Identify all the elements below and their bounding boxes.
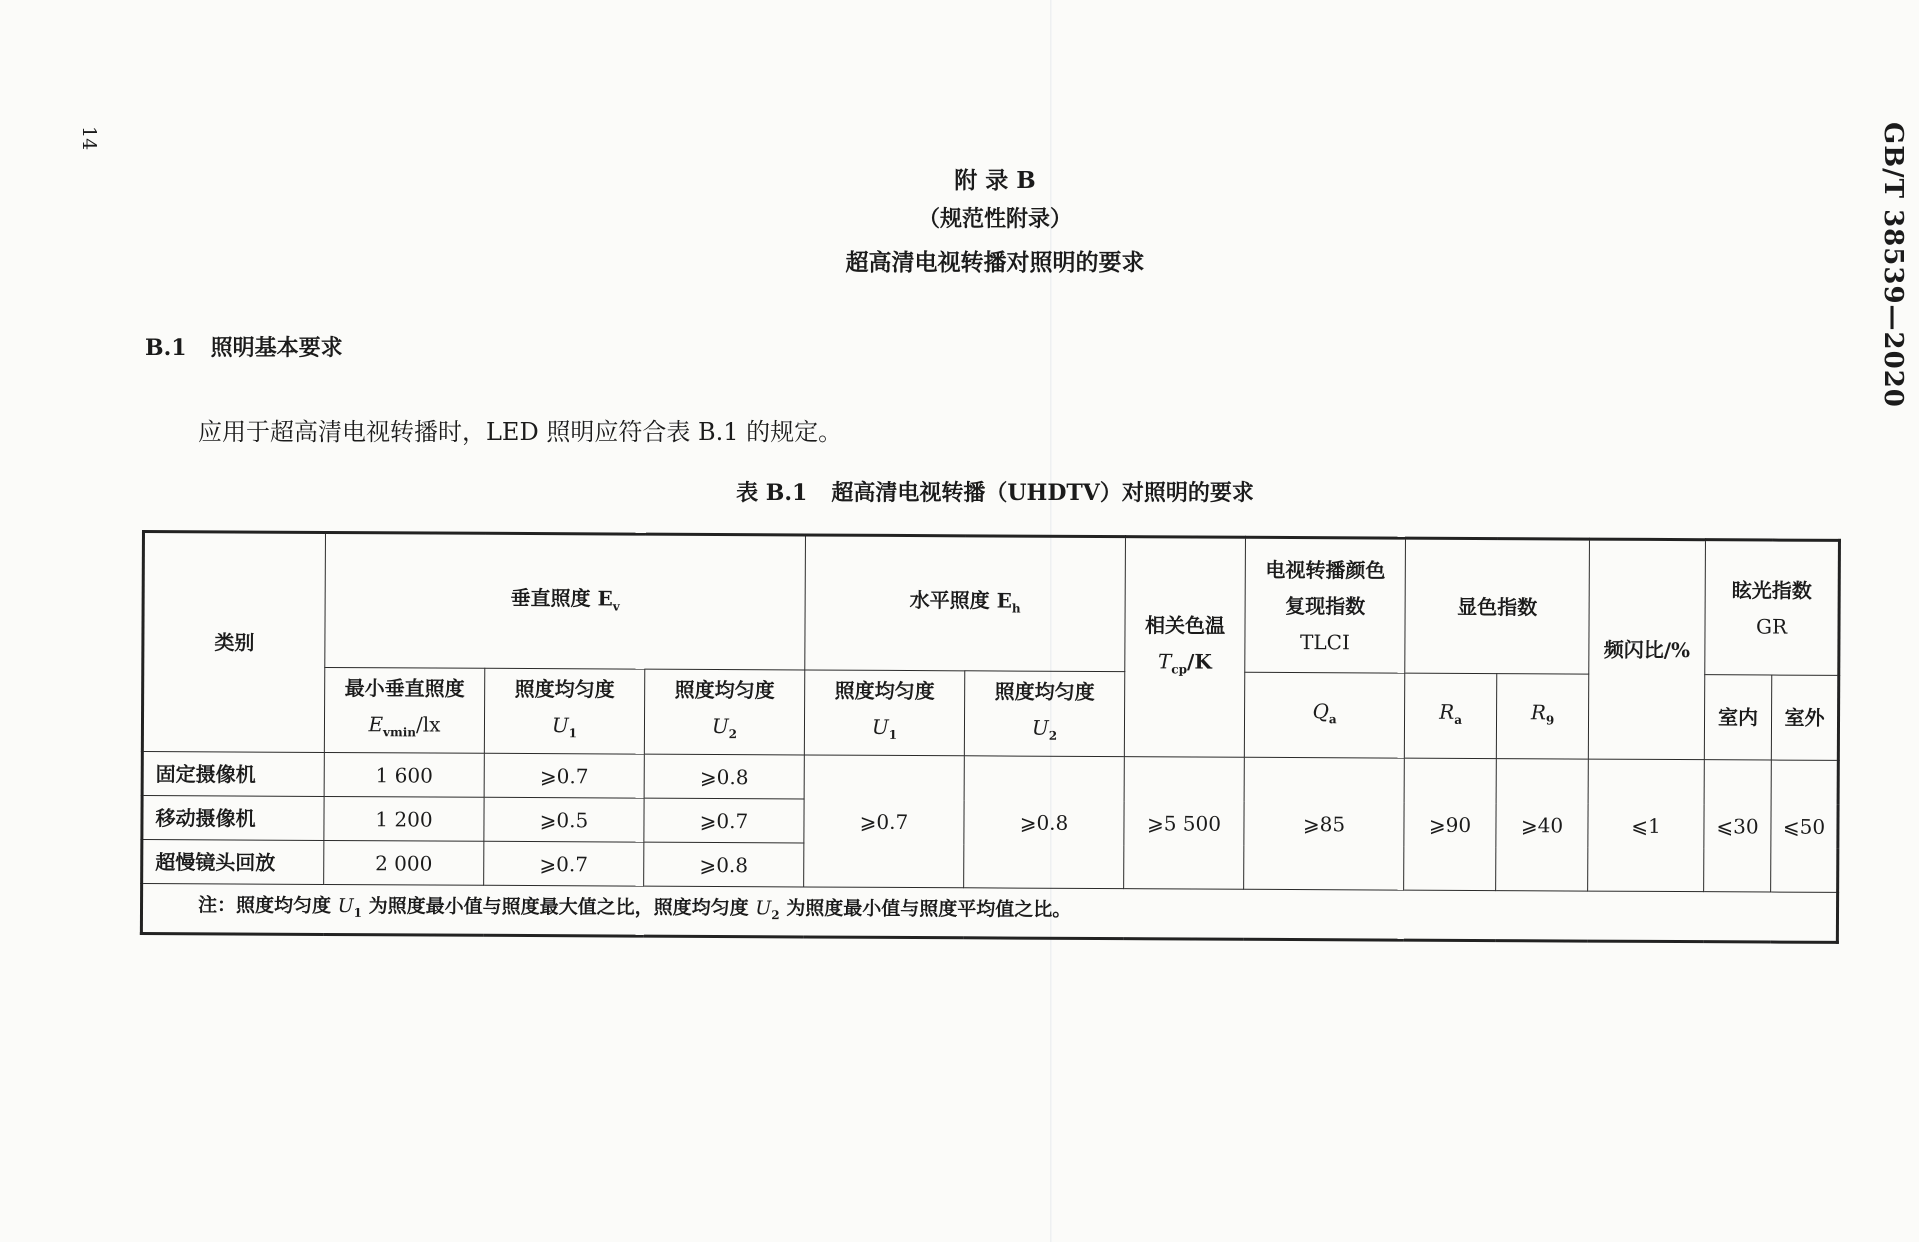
header-ra: $R_a$ (1404, 673, 1496, 758)
header-qa: $Q_a$ (1244, 672, 1404, 758)
body-paragraph: 应用于超高清电视转播时，LED 照明应符合表 B.1 的规定。 (198, 418, 843, 446)
table-caption (0, 476, 1919, 507)
section-heading (145, 331, 343, 362)
header-tlci: 电视转播颜色 复现指数 TLCI (1245, 537, 1406, 673)
header-h-u2: 照度均匀度 $U_2$ (964, 671, 1124, 757)
header-glare-outdoor: 室外 (1771, 675, 1838, 760)
header-color-rendering: 显色指数 (1405, 538, 1590, 674)
cell-v-u1: ⩾0.7 (484, 841, 644, 886)
table-caption-title: 超高清电视转播（UHDTV）对照明的要求 (831, 480, 1254, 506)
lighting-requirements-table (140, 530, 1841, 944)
header-v-u2: 照度均匀度 $U_2$ (644, 669, 804, 755)
header-h-u1: 照度均匀度 $U_1$ (804, 670, 964, 756)
cell-qa: ⩾85 (1244, 757, 1405, 890)
header-e-vmin: 最小垂直照度 $E_{vmin}/lx$ (324, 667, 484, 753)
cell-v-u1: ⩾0.7 (484, 753, 644, 798)
standard-code: GB/T 38539—2020 (1878, 122, 1908, 408)
section-title: 照明基本要求 (210, 335, 343, 361)
header-glare-indoor: 室内 (1704, 675, 1771, 760)
cell-h-u2: ⩾0.8 (964, 756, 1125, 889)
cell-e-vmin: 1 600 (324, 752, 484, 797)
header-color-temperature: 相关色温 $T_{cp}/K$ (1124, 537, 1245, 758)
header-flicker: 频闪比/% (1588, 539, 1705, 760)
page-number: 14 (78, 126, 100, 151)
cell-h-u1: ⩾0.7 (804, 755, 965, 888)
cell-r9: ⩾40 (1496, 759, 1589, 891)
table-caption-number: 表 B.1 (736, 480, 808, 506)
cell-v-u2: ⩾0.8 (644, 842, 804, 887)
header-r9: $R_9$ (1496, 674, 1588, 759)
header-horizontal-illuminance: 水平照度 $E_h$ (805, 535, 1126, 672)
section-number: B.1 (145, 335, 187, 361)
cell-v-u1: ⩾0.5 (484, 797, 644, 842)
appendix-title: 附 录 B (954, 167, 1036, 194)
row-category: 移动摄像机 (142, 796, 324, 841)
cell-flicker: ⩽1 (1588, 759, 1705, 892)
header-glare: 眩光指数 GR (1705, 540, 1840, 676)
appendix-subtitle: 超高清电视转播对照明的要求 (845, 249, 1145, 276)
cell-color-temp: ⩾5 500 (1124, 757, 1245, 890)
cell-e-vmin: 1 200 (324, 796, 484, 841)
cell-v-u2: ⩾0.8 (644, 754, 804, 799)
appendix-type: （规范性附录） (917, 206, 1072, 232)
header-v-u1: 照度均匀度 $U_1$ (484, 668, 644, 754)
cell-v-u2: ⩾0.7 (644, 798, 804, 843)
cell-e-vmin: 2 000 (324, 840, 484, 885)
table-note: 注：照度均匀度 $U_1$ 为照度最小值与照度最大值之比，照度均匀度 $U_2$ 为照度最小值与照度平均值之比。 (141, 884, 1837, 943)
cell-glare-indoor: ⩽30 (1704, 760, 1772, 892)
row-category: 固定摄像机 (142, 752, 324, 797)
header-category: 类别 (142, 532, 325, 753)
cell-ra: ⩾90 (1404, 758, 1497, 890)
header-vertical-illuminance: 垂直照度 $E_v$ (325, 532, 806, 670)
row-category: 超慢镜头回放 (142, 840, 324, 885)
cell-glare-outdoor: ⩽50 (1771, 760, 1839, 892)
table-container (140, 530, 1838, 944)
